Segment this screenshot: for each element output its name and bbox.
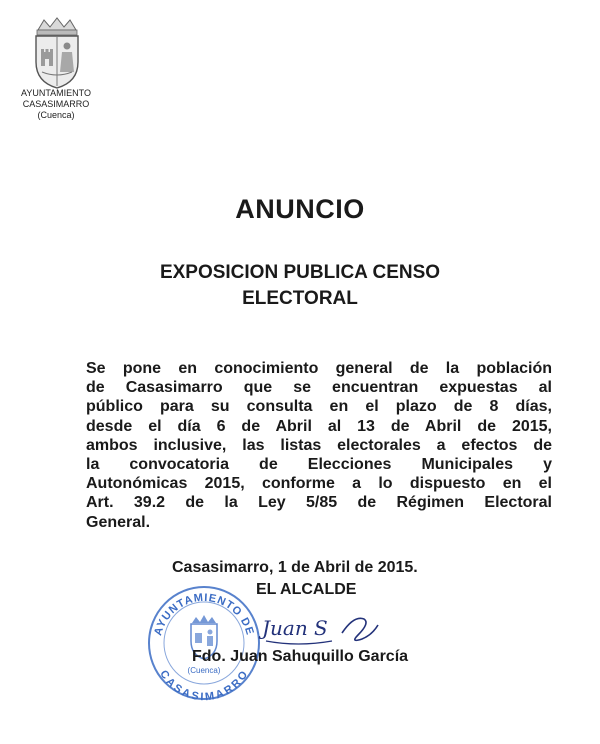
- body-line: General.: [86, 513, 151, 531]
- handwritten-signature-icon: [258, 605, 388, 651]
- signature-text: Juan S: [262, 616, 328, 640]
- org-name: [6, 88, 106, 121]
- notice-body: [86, 359, 552, 532]
- stamp-top-text: AYUNTAMIENTO DE: [152, 591, 256, 637]
- body-line: la convocatoria de Elecciones Municipales y: [86, 455, 552, 473]
- notice-subtitle: [100, 260, 500, 312]
- stamp-bottom-text: CASASIMARRO: [157, 668, 251, 701]
- signer-role: EL ALCALDE: [256, 581, 357, 598]
- subtitle-line-1: EXPOSICION PUBLICA CENSO: [159, 262, 441, 283]
- subtitle-line-2: ELECTORAL: [242, 288, 358, 309]
- body-line: Se pone en conocimiento general de la población: [86, 360, 552, 377]
- signed-by: Fdo. Juan Sahuquillo García: [192, 648, 409, 665]
- org-line-province: (Cuenca): [37, 110, 75, 120]
- body-line: ambos inclusive, las listas electorales a efectos de: [86, 436, 552, 454]
- body-line: Autonómicas 2015, conforme a lo dispuesto en el: [86, 475, 552, 493]
- stamp-center-text: (Cuenca): [187, 666, 221, 675]
- org-line-town: CASASIMARRO: [22, 99, 90, 109]
- org-line-ayuntamiento: AYUNTAMIENTO: [20, 88, 91, 98]
- official-seal-stamp-icon: [146, 583, 262, 701]
- svg-text:AYUNTAMIENTO DE: [152, 592, 256, 637]
- municipal-coat-of-arms-icon: [24, 16, 90, 90]
- body-line: público para su consulta en el plazo de 8 días,: [86, 398, 552, 416]
- body-line: desde el día 6 de Abril al 13 de Abril de 2015,: [86, 417, 552, 435]
- notice-title: ANUNCIO: [235, 194, 365, 224]
- place-date: Casasimarro, 1 de Abril de 2015.: [172, 559, 418, 576]
- body-line: Art. 39.2 de la Ley 5/85 de Régimen Electoral: [86, 494, 552, 512]
- body-line: de Casasimarro que se encuentran expuestas al: [86, 379, 552, 397]
